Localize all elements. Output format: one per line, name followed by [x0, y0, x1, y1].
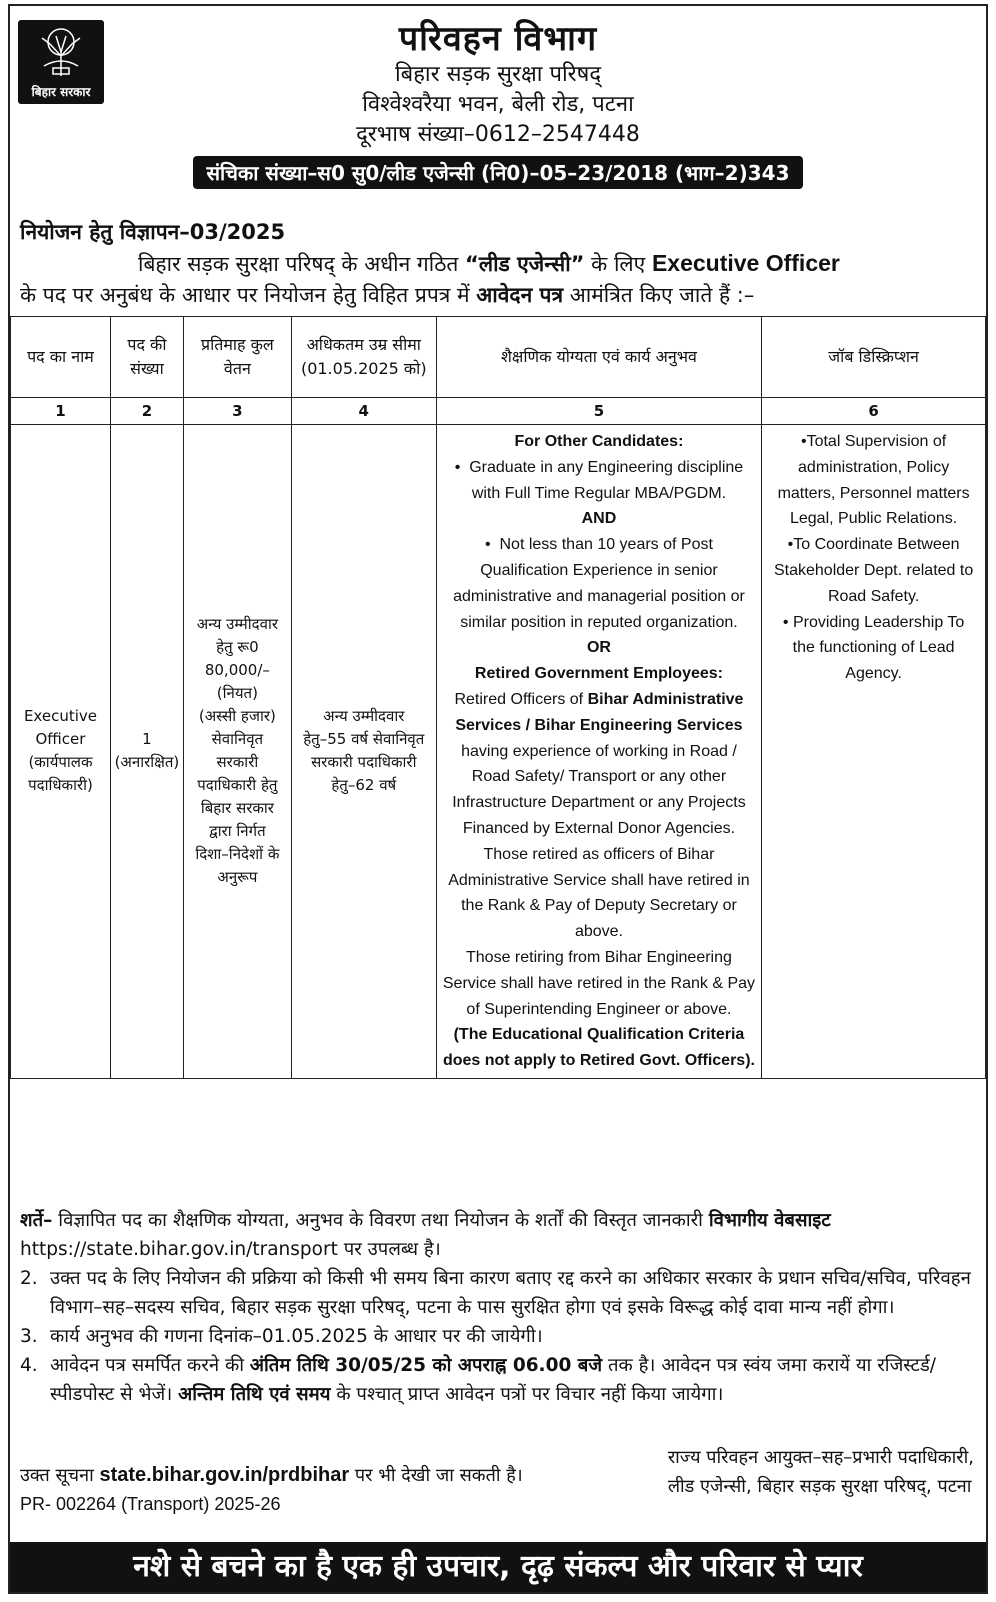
header-post-count: पद की संख्या	[110, 317, 183, 398]
salary-line: दिशा–निदेशों के	[195, 845, 280, 864]
intro-application: आवेदन पत्र	[476, 283, 564, 307]
salary-line: हेतु रू0	[216, 638, 259, 657]
pr-number: PR- 002264 (Transport) 2025-26	[20, 1494, 281, 1514]
qualification-bullet-experience: • Not less than 10 years of Post Qualification Experience in senior administrative and managerial position or similar position in reputed organization.	[453, 536, 745, 631]
column-number: 5	[436, 398, 761, 425]
header-age-limit: अधिकतम उम्र सीमा (01.05.2025 को)	[291, 317, 436, 398]
post-count-line: 1	[142, 730, 152, 749]
other-candidates-heading: For Other Candidates:	[514, 433, 684, 450]
retired-services: Bihar Administrative Services / Bihar Engineering Services	[455, 690, 744, 734]
post-name-line: Executive	[23, 707, 97, 726]
term-text: आवेदन पत्र समर्पित करने की	[50, 1355, 244, 1376]
term-bold: अन्तिम तिथि एवं समय	[178, 1384, 331, 1405]
signature-block	[668, 1443, 974, 1501]
age-line: हेतु–62 वर्ष	[331, 776, 397, 795]
slogan-banner: नशे से बचने का है एक ही उपचार, दृढ़ संकल्प और परिवार से प्यार	[10, 1542, 986, 1592]
salary-cell	[183, 425, 291, 1079]
salary-line: 80,000/–	[204, 661, 270, 680]
address: विश्वेश्वरैया भवन, बेली रोड, पटना	[362, 92, 634, 117]
retired-text: having experience of working in Road / Road Safety/ Transport or any other Infrastructure Department or any Projects Financed by External Donor Agencies.	[452, 742, 746, 837]
post-name-line: Officer	[35, 730, 86, 749]
bes-retired-paragraph: Those retiring from Bihar Engineering Service shall have retired in the Rank & Pay of Superintending Engineer or above.	[442, 948, 756, 1018]
transport-website-link[interactable]: https://state.bihar.gov.in/transport	[20, 1239, 338, 1260]
term-text: पर उपलब्ध है।	[343, 1239, 441, 1260]
term-text: उक्त पद के लिए नियोजन की प्रक्रिया को किसी भी समय बिना कारण बताए रद्द करने का अधिकार सरकार के प्रधान सचिव/सचिव, परिवहन विभाग–सह–सदस्य सचिव, बिहार सड़क सुरक्षा परिषद्, पटना के पास सुरक्षित होगा एवं इसके विरूद्ध कोई दावा मान्य नहीं होगा।	[50, 1268, 971, 1318]
column-number: 3	[183, 398, 291, 425]
intro-part4: आमंत्रित किए जाते हैं :–	[569, 283, 755, 307]
council-name: बिहार सड़क सुरक्षा परिषद्	[394, 62, 602, 87]
age-limit-cell	[291, 425, 436, 1079]
post-name-line: पदाधिकारी)	[28, 776, 93, 795]
notice-text: उक्त सूचना	[20, 1465, 94, 1486]
salary-line: सरकारी	[216, 753, 259, 772]
term-3	[20, 1322, 976, 1351]
bas-retired-paragraph: Those retired as officers of Bihar Administrative Service shall have retired in the Rank & Pay of Deputy Secretary or above.	[448, 845, 750, 941]
term-bold: विभागीय वेबसाइट	[708, 1210, 831, 1231]
qualification-text: Not less than 10 years of Post Qualification Experience in senior administrative and managerial position or similar position in reputed organization.	[453, 536, 745, 631]
salary-line: (नियत)	[216, 684, 258, 703]
advertisement-number: नियोजन हेतु विज्ञापन–03/2025	[20, 220, 286, 244]
qualification-bullet-graduate: • Graduate in any Engineering discipline with Full Time Regular MBA/PGDM.	[454, 458, 744, 502]
job-duty: •To Coordinate Between Stakeholder Dept. related to Road Safety.	[773, 536, 974, 605]
post-name-line: (कार्यपालक	[28, 753, 93, 772]
signatory-title: राज्य परिवहन आयुक्त–सह–प्रभारी पदाधिकारी,	[667, 1447, 974, 1468]
age-line: अन्य उम्मीदवार	[323, 707, 405, 726]
vacancy-table	[10, 316, 986, 1079]
job-duty: • Providing Leadership To the functioning of Lead Agency.	[782, 613, 965, 683]
intro-part2: के लिए	[591, 252, 646, 276]
salary-line: पदाधिकारी हेतु	[197, 776, 278, 795]
term-number: 3.	[20, 1326, 38, 1347]
post-count-line: (अनारक्षित)	[114, 753, 180, 772]
age-line: हेतु–55 वर्ष सेवानिवृत	[303, 730, 425, 749]
header-post-name: पद का नाम	[11, 317, 111, 398]
term-text: के पश्चात् प्राप्त आवेदन पत्रों पर विचार नहीं किया जायेगा।	[336, 1384, 724, 1405]
department-title: परिवहन विभाग	[398, 19, 598, 59]
intro-post: Executive Officer	[651, 250, 840, 276]
salary-line: सेवानिवृत	[211, 730, 264, 749]
signatory-office: लीड एजेन्सी, बिहार सड़क सुरक्षा परिषद्, पटना	[667, 1476, 972, 1497]
intro-part3: के पद पर अनुबंध के आधार पर नियोजन हेतु विहित प्रपत्र में	[20, 283, 470, 307]
prdbihar-link[interactable]: state.bihar.gov.in/prdbihar	[99, 1464, 350, 1486]
intro-paragraph	[20, 248, 976, 311]
footer-notice	[20, 1461, 523, 1518]
salary-line: (अस्सी हजार)	[198, 707, 276, 726]
salary-line: अन्य उम्मीदवार	[196, 615, 278, 634]
retired-officers-paragraph	[443, 687, 755, 842]
salary-line: अनुरूप	[217, 868, 258, 887]
header-job-description: जॉब डिस्क्रिप्शन	[762, 317, 986, 398]
qualification-text: Graduate in any Engineering discipline with Full Time Regular MBA/PGDM.	[469, 458, 744, 502]
column-number: 6	[762, 398, 986, 425]
job-description-cell	[762, 425, 986, 1079]
header-qualification: शैक्षणिक योग्यता एवं कार्य अनुभव	[436, 317, 761, 398]
column-number-row	[11, 398, 986, 425]
logo-caption: बिहार सरकार	[31, 85, 91, 99]
table-header-row	[11, 317, 986, 398]
header	[10, 18, 986, 189]
term-text: कार्य अनुभव की गणना दिनांक–01.05.2025 के आधार पर की जायेगी।	[50, 1326, 543, 1347]
qualification-note: (The Educational Qualification Criteria does not apply to Retired Govt. Officers).	[442, 1026, 755, 1070]
terms-label: शर्ते–	[20, 1210, 53, 1231]
notice-line	[20, 1461, 523, 1490]
term-number: 4.	[20, 1355, 38, 1376]
phone-number: दूरभाष संख्या–0612–2547448	[356, 122, 640, 147]
post-count-cell	[110, 425, 183, 1079]
or-separator: OR	[586, 639, 611, 657]
header-salary: प्रतिमाह कुल वेतन	[183, 317, 291, 398]
vacancy-row	[11, 425, 986, 1079]
term-text: तक है। आवेदन पत्र स्वंय जमा करायें या रजिस्टर्ड/स्पीडपोस्ट से भेजें।	[50, 1355, 936, 1405]
job-duty: •Total Supervision of administration, Policy matters, Personnel matters Legal, Public Relations.	[777, 433, 970, 528]
term-1	[20, 1206, 976, 1264]
and-separator: AND	[581, 510, 617, 528]
term-text: विज्ञापित पद का शैक्षणिक योग्यता, अनुभव के विवरण तथा नियोजन के शर्तों की विस्तृत जानकारी	[58, 1210, 703, 1231]
post-name-cell	[11, 425, 111, 1079]
intro-agency: “लीड एजेन्सी”	[465, 252, 585, 276]
salary-line: बिहार सरकार	[200, 799, 274, 818]
term-2	[20, 1264, 976, 1322]
salary-line: द्वारा निर्गत	[209, 822, 266, 841]
intro-part1: बिहार सड़क सुरक्षा परिषद् के अधीन गठित	[138, 252, 459, 276]
file-number-bar: संचिका संख्या–स0 सु0/लीड एजेन्सी (नि0)–05–23/2018 (भाग–2)343	[193, 156, 804, 189]
retired-employees-heading: Retired Government Employees:	[474, 665, 723, 683]
column-number: 2	[110, 398, 183, 425]
column-number: 4	[291, 398, 436, 425]
retired-text: Retired Officers of	[454, 690, 584, 708]
term-4	[20, 1351, 976, 1409]
terms-section	[20, 1206, 976, 1409]
advertisement-page	[8, 4, 988, 1594]
notice-text: पर भी देखी जा सकती है।	[354, 1465, 523, 1486]
age-line: सरकारी पदाधिकारी	[311, 753, 417, 772]
term-number: 2.	[20, 1268, 38, 1289]
term-4-body	[50, 1351, 976, 1409]
column-number: 1	[11, 398, 111, 425]
last-date: अंतिम तिथि 30/05/25 को अपराह्न 06.00 बजे	[249, 1355, 603, 1376]
qualification-cell	[436, 425, 761, 1079]
